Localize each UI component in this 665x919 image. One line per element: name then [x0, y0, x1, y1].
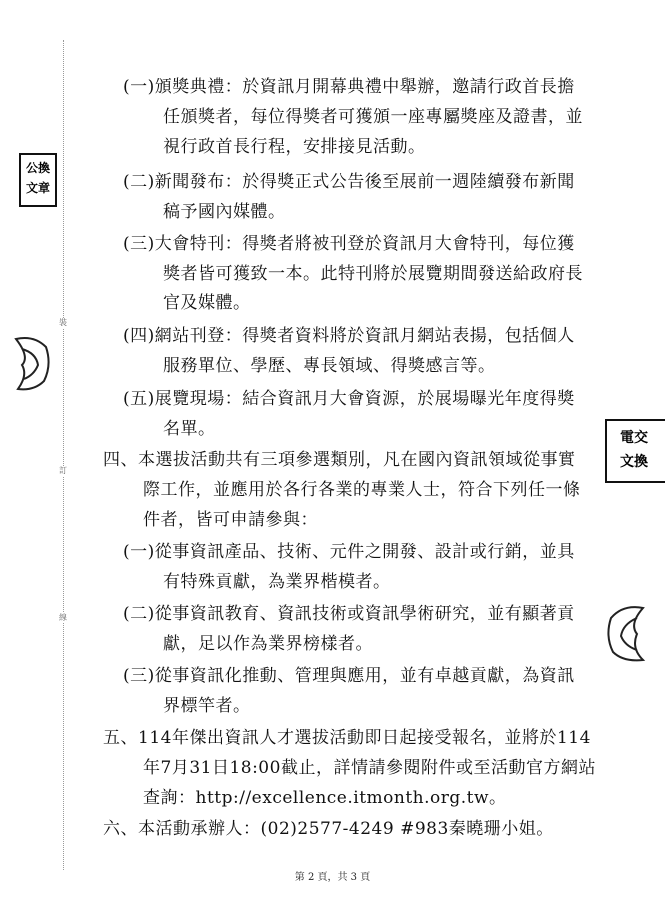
binding-label-xian: 線 — [59, 613, 67, 622]
exchange-stamp-right — [604, 418, 665, 484]
perforation-seal-right — [603, 604, 647, 666]
svg-text:文換: 文換 — [620, 454, 648, 470]
text-line: 獎者皆可獲致一本。此特刊將於展覽期間發送給政府長 — [163, 264, 583, 284]
text-line: 查詢：http://excellence.itmonth.org.tw。 — [143, 788, 507, 808]
text-line: 服務單位、學歷、專長領域、得獎感言等。 — [163, 356, 496, 376]
text-line: 界標竿者。 — [163, 696, 251, 716]
svg-text:公換: 公換 — [25, 161, 51, 175]
text-line: (二)從事資訊教育、資訊技術或資訊學術研究，並有顯著貢 — [123, 604, 575, 624]
binding-label-ding: 訂 — [59, 466, 67, 475]
text-line: 視行政首長行程，安排接見活動。 — [163, 137, 426, 157]
text-line: (三)大會特刊：得獎者將被刊登於資訊月大會特刊，每位獲 — [123, 234, 575, 254]
text-line: 際工作，並應用於各行各業的專業人士，符合下列任一條 — [143, 480, 581, 500]
text-line: 官及媒體。 — [163, 293, 251, 313]
text-line: (一)頒獎典禮：於資訊月開幕典禮中舉辦，邀請行政首長擔 — [123, 77, 575, 97]
text-line: (四)網站刊登：得獎者資料將於資訊月網站表揚，包括個人 — [123, 326, 575, 346]
text-line: (三)從事資訊化推動、管理與應用，並有卓越貢獻，為資訊 — [123, 666, 575, 686]
binding-label-zhuang: 裝 — [59, 318, 67, 327]
text-line: 五、114年傑出資訊人才選拔活動即日起接受報名，並將於114 — [103, 728, 591, 748]
exchange-stamp-left — [18, 152, 58, 208]
text-line: 件者，皆可申請參與： — [143, 510, 318, 530]
svg-text:電交: 電交 — [620, 430, 648, 446]
text-line: 名單。 — [163, 419, 216, 439]
text-line: 六、本活動承辦人：(02)2577-4249 #983秦曉珊小姐。 — [103, 819, 554, 839]
text-line: (一)從事資訊產品、技術、元件之開發、設計或行銷，並具 — [123, 542, 575, 562]
perforation-seal-left — [14, 335, 52, 393]
text-line: (二)新聞發布：於得獎正式公告後至展前一週陸續發布新聞 — [123, 172, 575, 192]
svg-text:文章: 文章 — [25, 181, 51, 195]
binding-line — [63, 40, 64, 870]
text-line: 年7月31日18:00截止，詳情請參閱附件或至活動官方網站 — [143, 758, 596, 778]
page-footer: 第 2 頁，共 3 頁 — [294, 872, 371, 883]
text-line: 獻，足以作為業界榜樣者。 — [163, 634, 373, 654]
text-line: 稿予國內媒體。 — [163, 202, 286, 222]
text-line: (五)展覽現場：結合資訊月大會資源，於展場曝光年度得獎 — [123, 389, 575, 409]
text-line: 四、本選拔活動共有三項參選類別，凡在國內資訊領域從事實 — [103, 450, 576, 470]
text-line: 任頒獎者，每位得獎者可獲頒一座專屬獎座及證書，並 — [163, 107, 583, 127]
text-line: 有特殊貢獻，為業界楷模者。 — [163, 572, 391, 592]
